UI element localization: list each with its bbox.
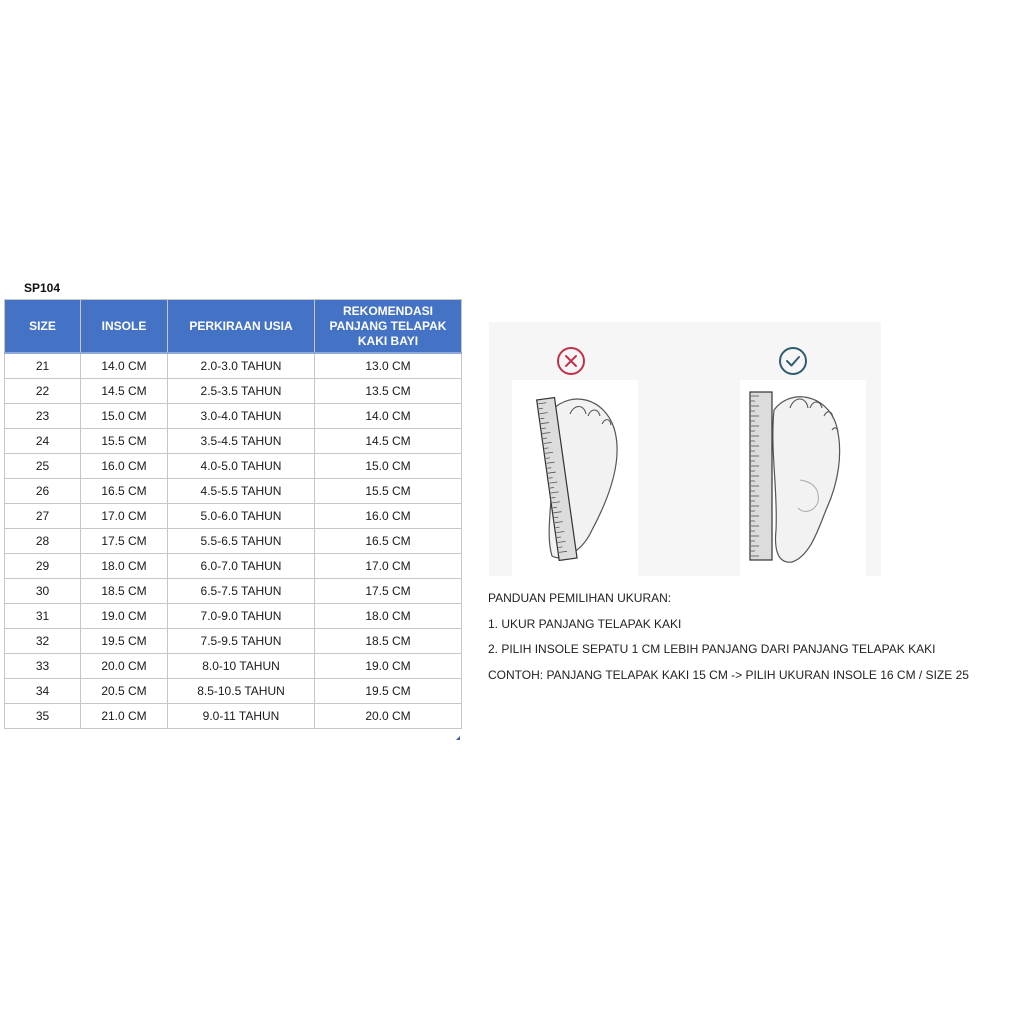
cell-age: 8.5-10.5 TAHUN <box>168 679 315 704</box>
cell-age: 6.5-7.5 TAHUN <box>168 579 315 604</box>
table-row <box>5 479 462 504</box>
cell-insole: 19.0 CM <box>81 604 168 629</box>
table-row <box>5 504 462 529</box>
cell-size: 22 <box>5 379 81 404</box>
cell-size: 31 <box>5 604 81 629</box>
cell-insole: 18.5 CM <box>81 579 168 604</box>
cell-foot-length: 15.0 CM <box>315 454 462 479</box>
table-row <box>5 654 462 679</box>
cell-insole: 19.5 CM <box>81 629 168 654</box>
product-code: SP104 <box>24 281 61 295</box>
cell-age: 2.0-3.0 TAHUN <box>168 353 315 379</box>
cross-circle-icon <box>556 346 586 376</box>
cell-size: 25 <box>5 454 81 479</box>
table-row <box>5 704 462 729</box>
table-row <box>5 679 462 704</box>
size-guide <box>488 590 969 693</box>
table-row <box>5 529 462 554</box>
cell-age: 8.0-10 TAHUN <box>168 654 315 679</box>
cell-insole: 20.5 CM <box>81 679 168 704</box>
check-circle-icon <box>778 346 808 376</box>
cell-size: 24 <box>5 429 81 454</box>
wrong-measure-card <box>512 380 638 576</box>
guide-title: PANDUAN PEMILIHAN UKURAN: <box>488 591 672 605</box>
cell-age: 5.0-6.0 TAHUN <box>168 504 315 529</box>
table-row <box>5 353 462 379</box>
cell-age: 2.5-3.5 TAHUN <box>168 379 315 404</box>
cell-age: 6.0-7.0 TAHUN <box>168 554 315 579</box>
cell-size: 27 <box>5 504 81 529</box>
cell-insole: 20.0 CM <box>81 654 168 679</box>
cell-size: 30 <box>5 579 81 604</box>
table-row <box>5 604 462 629</box>
cell-insole: 17.5 CM <box>81 529 168 554</box>
cell-insole: 15.5 CM <box>81 429 168 454</box>
measure-illustration <box>489 322 881 576</box>
cell-age: 4.5-5.5 TAHUN <box>168 479 315 504</box>
table-row <box>5 554 462 579</box>
right-measure-drawing <box>740 380 866 576</box>
cell-size: 23 <box>5 404 81 429</box>
cell-insole: 14.5 CM <box>81 379 168 404</box>
cell-foot-length: 14.0 CM <box>315 404 462 429</box>
table-row <box>5 629 462 654</box>
size-chart-table <box>4 299 462 729</box>
header-foot-length: REKOMENDASI PANJANG TELAPAK KAKI BAYI <box>315 300 462 354</box>
wrong-measure-drawing <box>512 380 638 576</box>
header-size: SIZE <box>5 300 81 354</box>
guide-step-2: 2. PILIH INSOLE SEPATU 1 CM LEBIH PANJANG DARI PANJANG TELAPAK KAKI <box>488 642 936 657</box>
cell-foot-length: 16.0 CM <box>315 504 462 529</box>
cell-age: 7.0-9.0 TAHUN <box>168 604 315 629</box>
cell-foot-length: 15.5 CM <box>315 479 462 504</box>
cell-insole: 16.0 CM <box>81 454 168 479</box>
cell-foot-length: 20.0 CM <box>315 704 462 729</box>
cell-age: 9.0-11 TAHUN <box>168 704 315 729</box>
cell-foot-length: 16.5 CM <box>315 529 462 554</box>
cell-age: 4.0-5.0 TAHUN <box>168 454 315 479</box>
cell-insole: 17.0 CM <box>81 504 168 529</box>
size-rows <box>5 353 462 729</box>
cell-size: 33 <box>5 654 81 679</box>
cell-age: 3.5-4.5 TAHUN <box>168 429 315 454</box>
right-measure-card <box>740 380 866 576</box>
cell-insole: 15.0 CM <box>81 404 168 429</box>
cell-foot-length: 14.5 CM <box>315 429 462 454</box>
table-row <box>5 454 462 479</box>
table-row <box>5 579 462 604</box>
guide-step-1: 1. UKUR PANJANG TELAPAK KAKI <box>488 616 682 631</box>
cell-foot-length: 19.5 CM <box>315 679 462 704</box>
cell-foot-length: 19.0 CM <box>315 654 462 679</box>
cell-foot-length: 13.5 CM <box>315 379 462 404</box>
cell-size: 29 <box>5 554 81 579</box>
cell-insole: 21.0 CM <box>81 704 168 729</box>
fill-handle <box>456 736 460 740</box>
cell-size: 35 <box>5 704 81 729</box>
cell-foot-length: 18.0 CM <box>315 604 462 629</box>
table-row <box>5 429 462 454</box>
cell-size: 28 <box>5 529 81 554</box>
cell-size: 34 <box>5 679 81 704</box>
cell-foot-length: 13.0 CM <box>315 353 462 379</box>
header-age: PERKIRAAN USIA <box>168 300 315 354</box>
table-header-row <box>5 300 462 354</box>
cell-age: 7.5-9.5 TAHUN <box>168 629 315 654</box>
guide-example: CONTOH: PANJANG TELAPAK KAKI 15 CM -> PILIH UKURAN INSOLE 16 CM / SIZE 25 <box>488 668 969 683</box>
cell-insole: 16.5 CM <box>81 479 168 504</box>
cell-foot-length: 17.0 CM <box>315 554 462 579</box>
cell-foot-length: 17.5 CM <box>315 579 462 604</box>
cell-foot-length: 18.5 CM <box>315 629 462 654</box>
cell-insole: 14.0 CM <box>81 353 168 379</box>
cell-size: 26 <box>5 479 81 504</box>
cell-age: 3.0-4.0 TAHUN <box>168 404 315 429</box>
table-row <box>5 404 462 429</box>
cell-insole: 18.0 CM <box>81 554 168 579</box>
cell-size: 21 <box>5 353 81 379</box>
table-row <box>5 379 462 404</box>
cell-size: 32 <box>5 629 81 654</box>
cell-age: 5.5-6.5 TAHUN <box>168 529 315 554</box>
header-insole: INSOLE <box>81 300 168 354</box>
